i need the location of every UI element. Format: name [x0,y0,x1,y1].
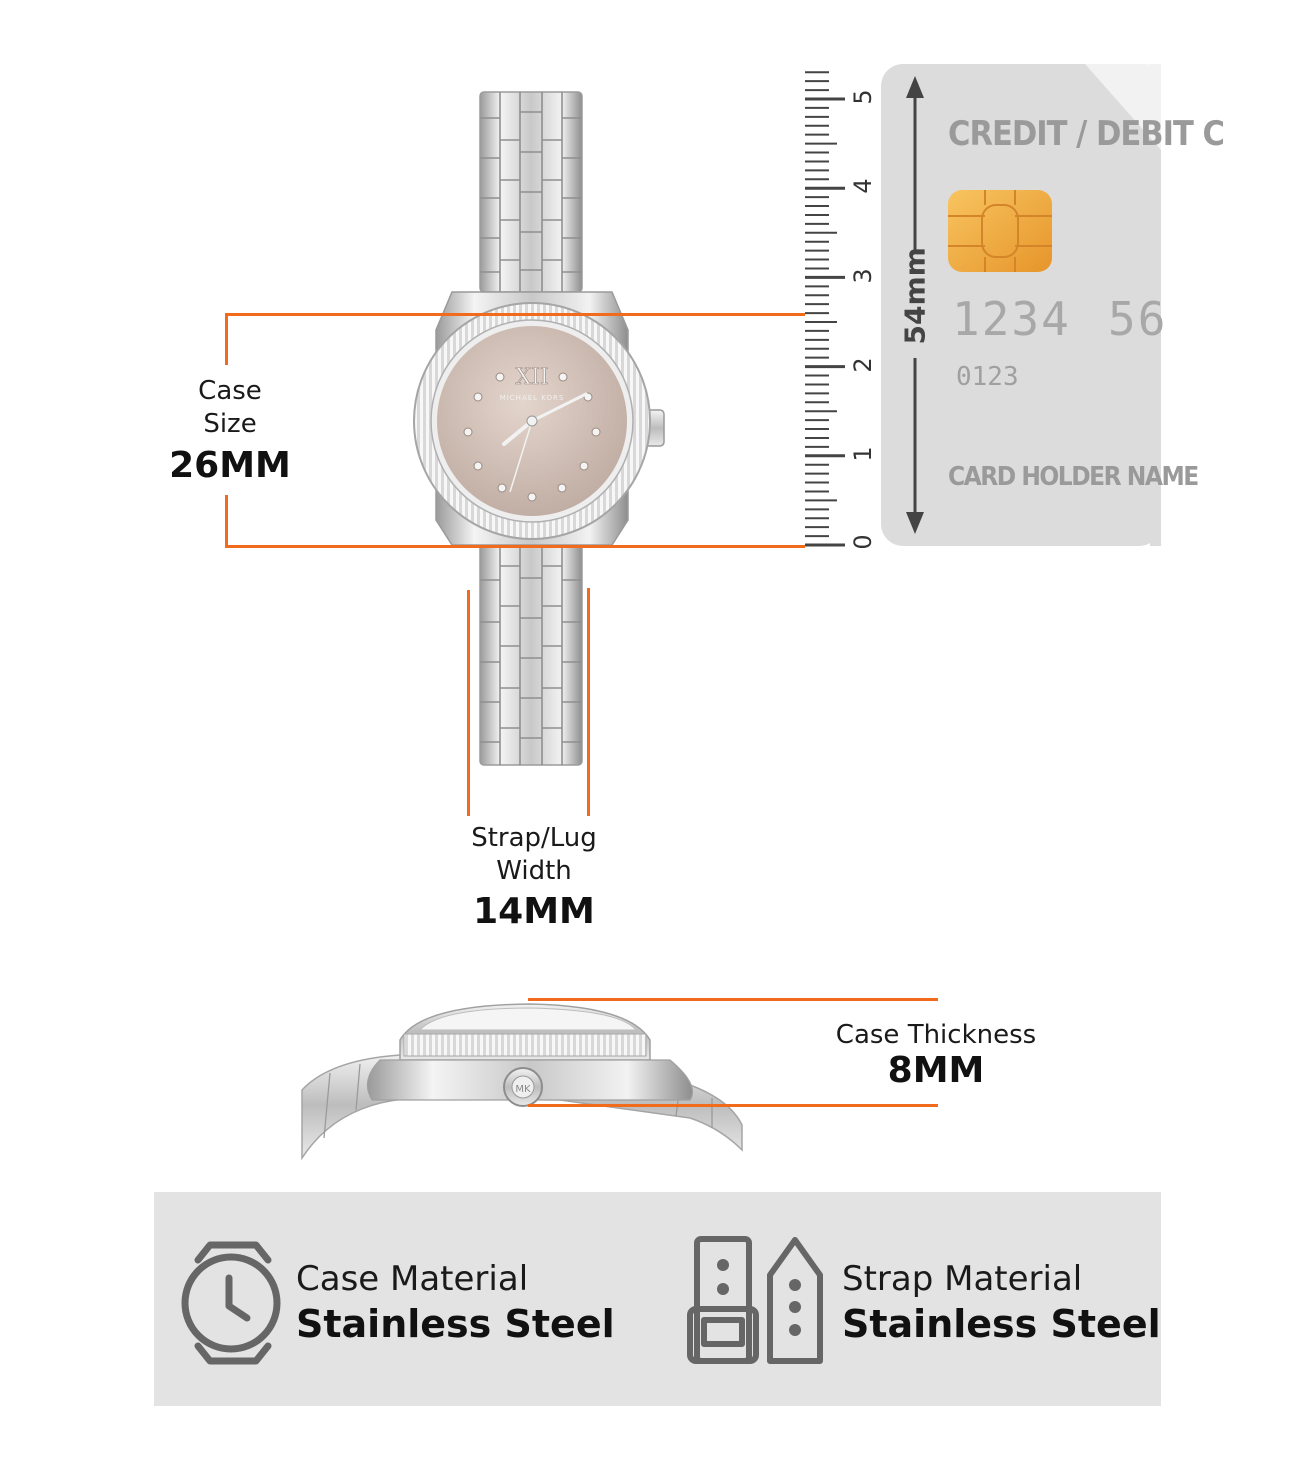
card-holder-name: CARD HOLDER NAME [948,462,1198,492]
case-size-value: 26MM [169,445,291,486]
upper-bracelet [480,92,582,292]
card-small-number: 0123 [956,362,1019,392]
ruler [805,72,845,545]
case-size-label-line2: Size [203,409,257,439]
ruler-mark-4: 4 [849,178,877,194]
ruler-mark-0: 0 [849,534,877,550]
crown-logo: MK [515,1084,531,1095]
card-height-label: 54mm [898,247,932,345]
strap-width-value: 14MM [473,891,595,932]
dial-numeral: XII [515,365,549,390]
watch-side-illustration [302,1004,742,1158]
case-thickness-label: Case Thickness [835,1020,1037,1050]
ruler-mark-1: 1 [849,446,877,462]
strap-width-label-line1: Strap/Lug [471,823,597,853]
case-material-title: Case Material [296,1259,529,1299]
ruler-mark-3: 3 [849,268,877,284]
card-chip [948,190,1052,272]
strap-width-label-line2: Width [496,856,572,886]
ruler-mark-5: 5 [849,89,877,105]
strap-material-value: Stainless Steel [842,1302,1161,1346]
card-title: CREDIT / DEBIT C [948,114,1224,154]
ruler-mark-2: 2 [849,357,877,373]
case-material-value: Stainless Steel [296,1302,615,1346]
card-number-a: 1234 [952,292,1071,346]
case-thickness-value: 8MM [887,1050,985,1091]
strap-material-title: Strap Material [842,1259,1083,1299]
card-number-b: 56 [1108,292,1168,346]
materials-panel [154,1192,1161,1406]
dial-brand: MICHAEL KORS [499,394,565,402]
lower-bracelet [480,540,582,765]
case-size-label-line1: Case [198,376,262,406]
